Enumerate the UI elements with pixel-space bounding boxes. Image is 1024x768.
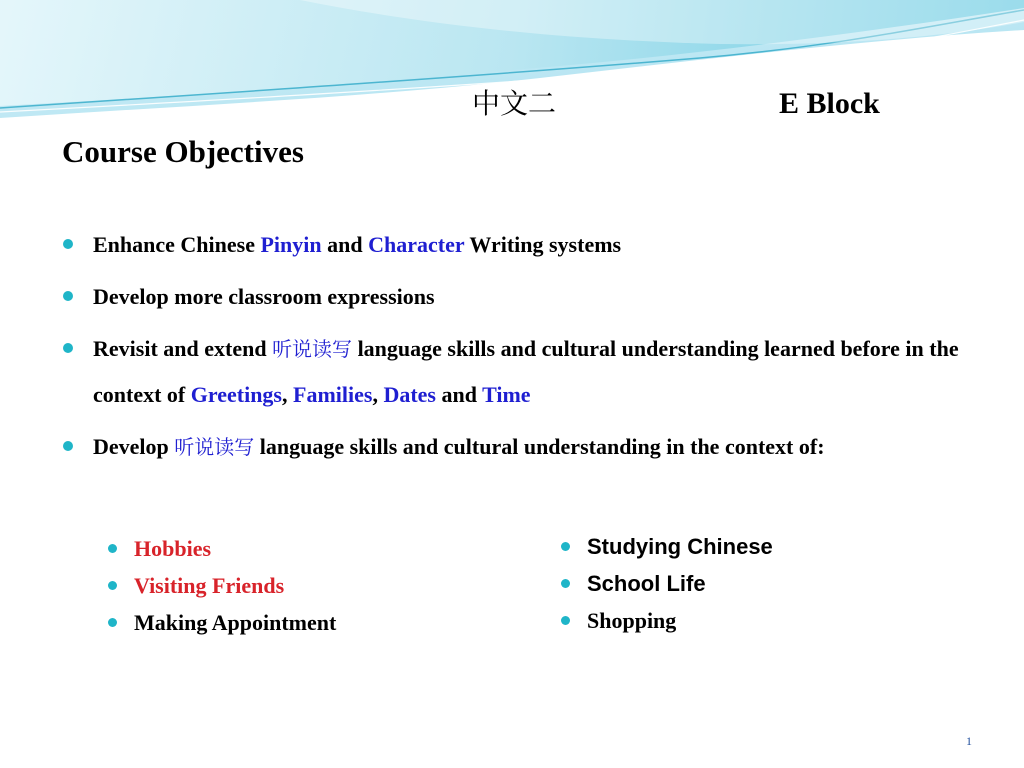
bullet-dot-icon xyxy=(63,343,73,353)
objective-highlight-chinese: 听说读写 xyxy=(174,435,255,459)
bullet-dot-icon xyxy=(561,616,570,625)
bullet-dot-icon xyxy=(108,544,117,553)
bullet-dot-icon xyxy=(108,618,117,627)
bullet-dot-icon xyxy=(63,239,73,249)
topic-item xyxy=(107,530,336,567)
objective-text-part: Enhance Chinese xyxy=(93,232,261,257)
objective-text-part: , xyxy=(282,382,293,407)
topic-item xyxy=(560,602,773,639)
objective-highlight: Dates xyxy=(383,382,436,407)
objective-highlight: Greetings xyxy=(190,382,282,407)
topic-item xyxy=(107,567,336,604)
slide-title-chinese: 中文二 xyxy=(472,87,557,120)
bullet-dot-icon xyxy=(63,291,73,301)
topic-item xyxy=(560,565,773,602)
objective-text-part: language skills and cultural understanding in the context of: xyxy=(254,434,825,459)
objective-highlight: Character xyxy=(368,232,465,257)
objective-text-part: , xyxy=(372,382,384,407)
objective-item xyxy=(62,326,962,418)
objective-text-part: and xyxy=(435,382,483,407)
objective-highlight: Pinyin xyxy=(260,232,322,257)
objective-highlight: Families xyxy=(293,382,373,407)
topic-label: School Life xyxy=(587,571,706,596)
bullet-dot-icon xyxy=(561,579,570,588)
topic-item xyxy=(107,604,336,641)
bullet-dot-icon xyxy=(63,441,73,451)
objective-item xyxy=(62,424,962,470)
slide-title-block: E Block xyxy=(779,87,880,120)
objective-text-part: Revisit and extend xyxy=(93,336,273,361)
objective-text-part: Develop xyxy=(93,434,175,459)
bullet-dot-icon xyxy=(108,581,117,590)
topic-label: Hobbies xyxy=(134,536,212,561)
objective-item xyxy=(62,274,962,320)
objective-text-part: Develop more classroom expressions xyxy=(93,284,435,309)
objective-item xyxy=(62,222,962,268)
objective-text-part: and xyxy=(321,232,369,257)
objective-highlight-chinese: 听说读写 xyxy=(272,337,353,361)
objective-text-part: Writing systems xyxy=(464,232,622,257)
bullet-dot-icon xyxy=(561,542,570,551)
topic-label: Making Appointment xyxy=(134,610,337,635)
objectives-list xyxy=(62,222,962,476)
topic-label: Studying Chinese xyxy=(587,534,773,559)
topics-list-left xyxy=(107,530,336,641)
topic-label: Shopping xyxy=(587,608,677,633)
objective-highlight: Time xyxy=(482,382,531,407)
course-objectives-heading: Course Objectives xyxy=(62,134,304,169)
topics-list-right xyxy=(560,528,773,639)
topic-label: Visiting Friends xyxy=(134,573,285,598)
objective-text-part: language skills and cultural understanding learned before in the context of xyxy=(93,336,959,407)
topic-item xyxy=(560,528,773,565)
page-number: 1 xyxy=(966,734,972,748)
